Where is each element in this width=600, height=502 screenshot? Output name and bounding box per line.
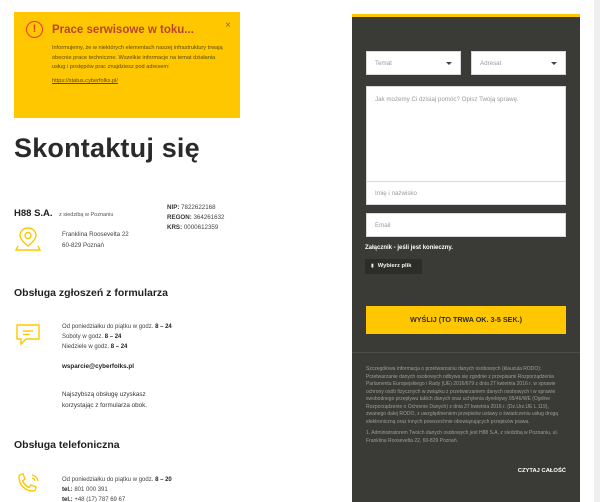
phone-number-2[interactable]: +48 (17) 787 69 67 bbox=[74, 497, 126, 502]
chat-bubble-icon bbox=[14, 322, 44, 348]
chevron-down-icon bbox=[446, 62, 452, 65]
company-header bbox=[14, 203, 113, 221]
topic-select-placeholder: Temat bbox=[375, 60, 392, 67]
phone-hours-weekdays bbox=[62, 475, 172, 485]
alert-title: Prace serwisowe w toku... bbox=[52, 23, 194, 36]
topic-select[interactable] bbox=[366, 51, 461, 75]
form-support-hours bbox=[62, 322, 172, 352]
map-pin-icon bbox=[14, 226, 42, 252]
hours-saturday-value: 8 – 24 bbox=[104, 334, 122, 340]
hours-weekdays-value: 8 – 24 bbox=[155, 324, 172, 330]
phone-hours-value: 8 – 20 bbox=[155, 477, 172, 483]
hours-weekdays bbox=[62, 322, 172, 332]
tip-line-2: korzystając z formularza obok. bbox=[62, 402, 148, 409]
hours-sunday-value: 8 – 24 bbox=[110, 344, 128, 350]
read-more-link[interactable]: CZYTAJ CAŁOŚĆ bbox=[517, 468, 566, 474]
address-city: 60-829 Poznań bbox=[62, 242, 104, 249]
nip-value: 7822622168 bbox=[181, 204, 216, 211]
alert-body: Informujemy, że w niektórych elementach naszej infrastruktury trwają obecnie prace techniczne. Wszelkie informacje na temat działania usług i postępów prac znajdziesz pod adresem: bbox=[52, 45, 223, 71]
nip-label: NIP: bbox=[167, 204, 180, 211]
krs-row bbox=[167, 223, 224, 233]
phone-2-label: tel.: bbox=[62, 497, 73, 502]
exclamation-circle-icon: ! bbox=[26, 21, 43, 38]
phone-support-hours bbox=[62, 475, 172, 502]
gdpr-notice bbox=[366, 366, 566, 445]
email-input[interactable]: Email bbox=[366, 213, 566, 237]
phone-1-label: tel.: bbox=[62, 487, 73, 493]
hours-saturday bbox=[62, 332, 172, 342]
maintenance-alert bbox=[14, 12, 240, 118]
chevron-down-icon bbox=[551, 62, 557, 65]
phone-number-1[interactable]: 801 000 391 bbox=[74, 487, 108, 493]
page-title: Skontaktuj się bbox=[14, 133, 200, 163]
close-icon[interactable]: × bbox=[225, 20, 231, 31]
submit-button[interactable]: WYŚLIJ (TO TRWA OK. 3-5 SEK.) bbox=[366, 306, 566, 334]
support-email-link[interactable]: wsparcie@cyberfolks.pl bbox=[62, 363, 134, 370]
alert-header bbox=[26, 21, 228, 38]
file-icon: ▮ bbox=[371, 263, 374, 269]
hours-sunday-text: Niedziele w godz. bbox=[62, 344, 110, 350]
phone-hours-text: Od poniedziałku do piątku w godz. bbox=[62, 477, 154, 483]
nip-row bbox=[167, 203, 224, 213]
regon-label: REGON: bbox=[167, 214, 192, 221]
attachment-label: Załącznik - jeśli jest konieczny. bbox=[365, 245, 453, 251]
address-street: Franklina Roosevelta 22 bbox=[62, 231, 129, 238]
phone-line-1 bbox=[62, 485, 172, 495]
regon-row bbox=[167, 213, 224, 223]
hours-saturday-text: Soboty w godz. bbox=[62, 334, 104, 340]
company-registry bbox=[167, 203, 224, 233]
contact-form-panel bbox=[352, 14, 580, 502]
gdpr-text: Szczegółowa informacja o przetwarzaniu danych osobowych (klauzula RODO): Przetwarzanie danych osobowych odbywa się zgodnie z przepisami Rozporządzenia Parlamentu Europejskiego i Rady (UE) 2016/679 z dnia 27 kwietnia 2016 r. w sprawie ochrony osób fizycznych w związku z przetwarzaniem danych osobowych i w sprawie swobodnego przepływu takich danych oraz uchylenia dyrektywy 95/46/WE (Ogólne Rozporządzenie o Ochronie Danych) z dnia 27 kwietnia 2016 r. (Dz.Urz.UE L 119), zwanego dalej RODO, z uwzględnieniem przepisów ustawy o świadczeniu usług drogą elektroniczną oraz innych powszechnie obowiązujących przepisów prawa. bbox=[366, 366, 559, 425]
hours-sunday bbox=[62, 342, 172, 352]
gdpr-point-1: 1. Administratorem Twoich danych osobowych jest H88 S.A. z siedzibą w Poznaniu, ul. Franklina Roosevelta 22, 60-829 Poznań. bbox=[366, 430, 558, 444]
krs-value: 0000612359 bbox=[183, 224, 219, 231]
recipient-select-placeholder: Adresat bbox=[480, 60, 502, 67]
support-tip bbox=[62, 389, 147, 411]
company-name: H88 S.A. bbox=[14, 208, 53, 219]
tip-line-1: Najszybszą obsługę uzyskasz bbox=[62, 391, 146, 398]
page-scrollbar-gutter[interactable] bbox=[594, 0, 600, 502]
phone-line-2 bbox=[62, 495, 172, 502]
name-input[interactable]: Imię i nazwisko bbox=[366, 181, 566, 205]
krs-label: KRS: bbox=[167, 224, 183, 231]
status-link[interactable]: https://status.cyberfolks.pl/ bbox=[52, 77, 118, 84]
choose-file-button[interactable] bbox=[365, 259, 422, 274]
hours-weekdays-text: Od poniedziałku do piątku w godz. bbox=[62, 324, 154, 330]
choose-file-label: Wybierz plik bbox=[377, 263, 412, 269]
form-support-title: Obsługa zgłoszeń z formularza bbox=[14, 287, 169, 299]
message-textarea[interactable]: Jak możemy Ci dzisiaj pomóc? Opisz Twoją sprawę. bbox=[366, 86, 566, 186]
regon-value: 364261632 bbox=[193, 214, 225, 221]
recipient-select[interactable] bbox=[471, 51, 566, 75]
phone-support-title: Obsługa telefoniczna bbox=[14, 439, 120, 451]
company-address bbox=[62, 229, 129, 251]
panel-accent-bar bbox=[352, 14, 580, 17]
panel-divider bbox=[352, 352, 580, 353]
phone-icon bbox=[14, 472, 44, 494]
company-seat: z siedzibą w Poznaniu bbox=[59, 212, 114, 218]
